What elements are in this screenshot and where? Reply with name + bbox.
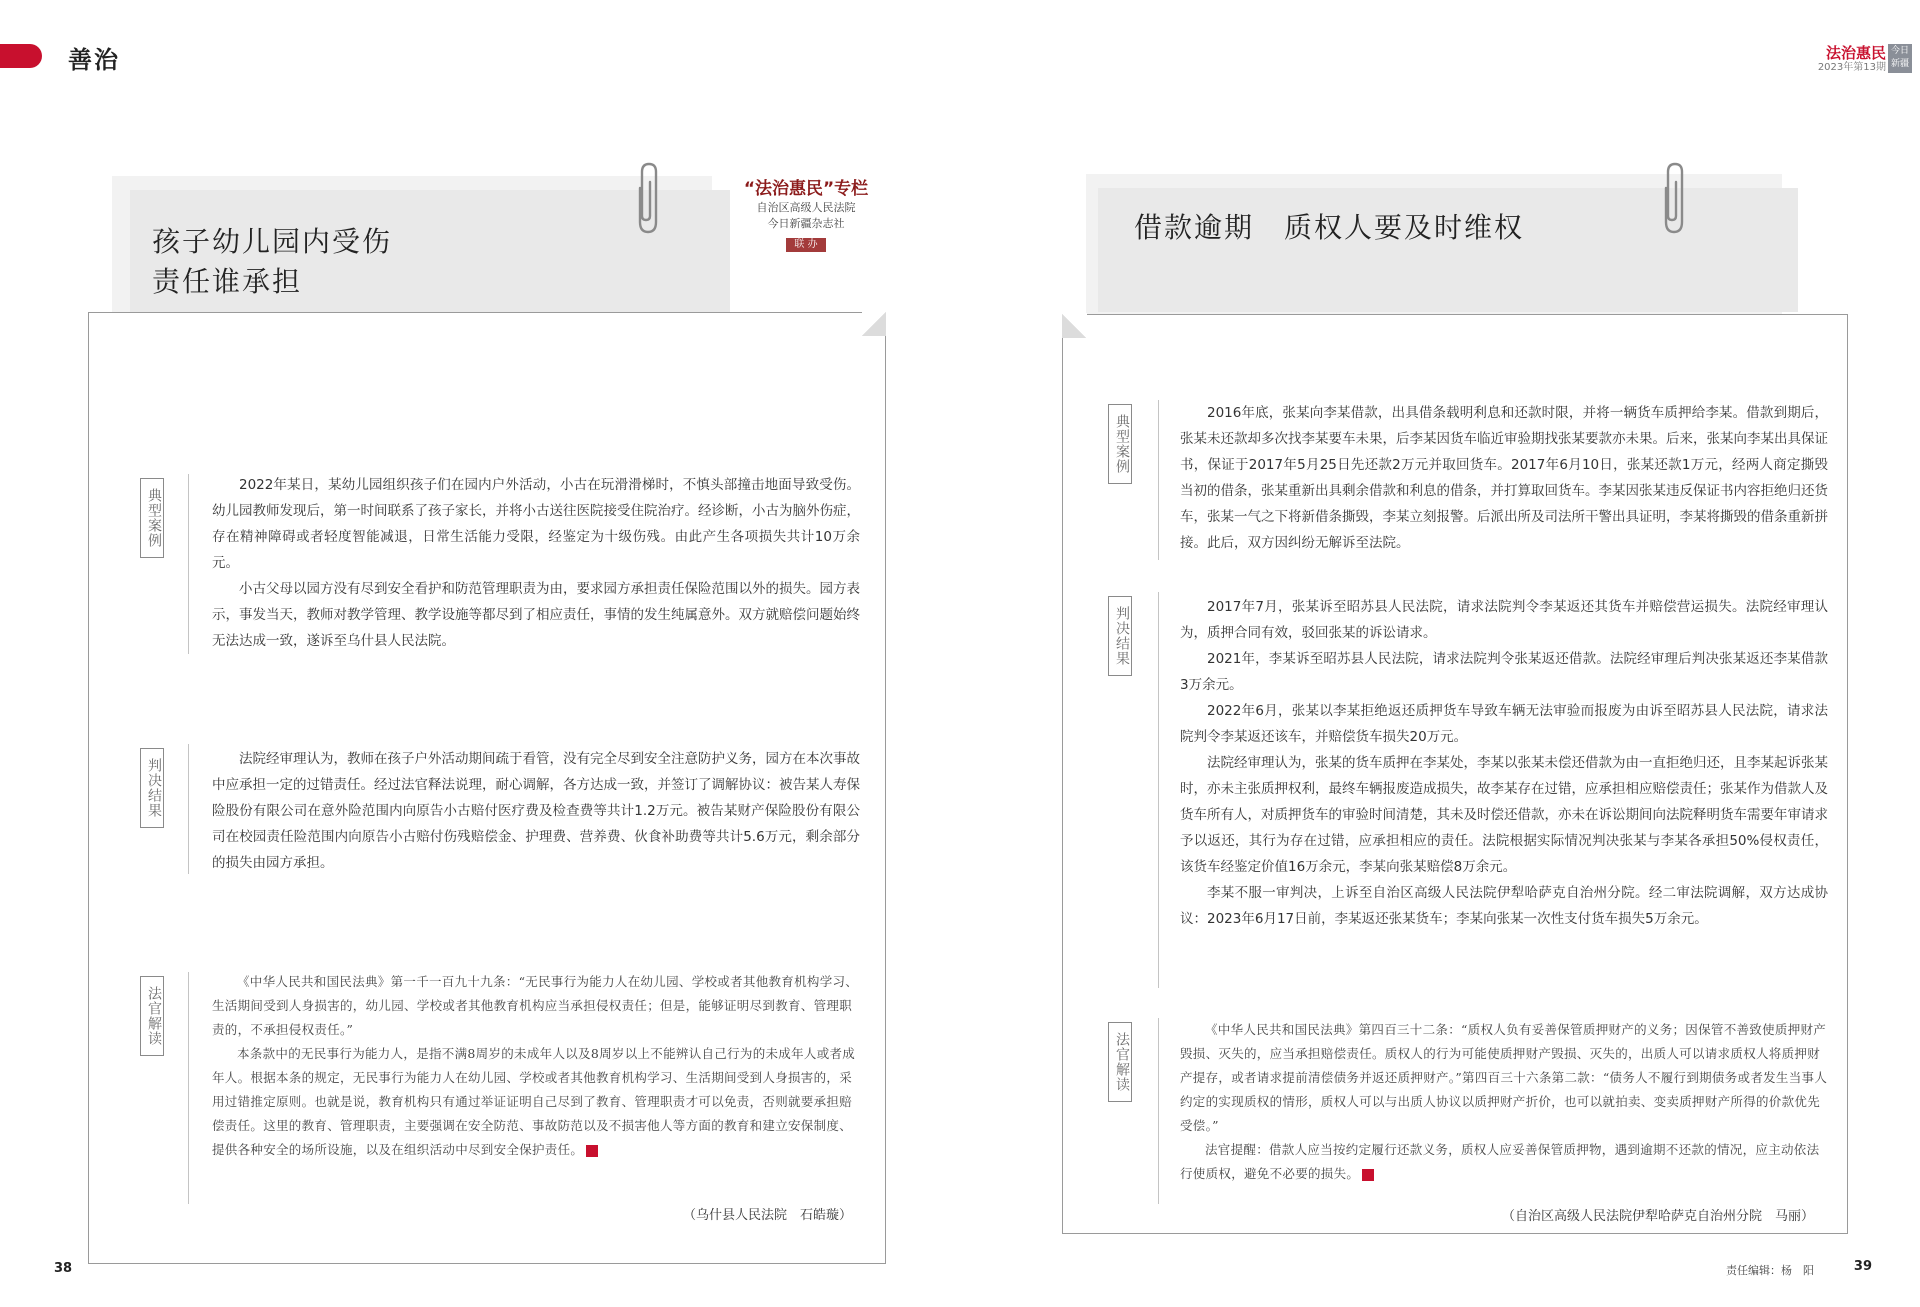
left-rule-judge [188, 972, 189, 1204]
right-case-text [1180, 400, 1828, 556]
left-title-line2: 责任谁承担 [152, 265, 303, 298]
left-verdict-paragraph: 法院经审理认为，教师在孩子户外活动期间疏于看管，没有完全尽到安全注意防护义务，园方在本次事故中应承担一定的过错责任。经过法官释法说理，耐心调解，各方达成一致，并签订了调解协议：被告某人寿保险股份有限公司在意外险范围内向原告小古赔付医疗费及检查费等共计1.2万元。被告某财产保险股份有限公司在校园责任险范围内向原告小古赔付伤残赔偿金、护理费、营养费、伙食补助费等共计5.6万元，剩余部分的损失由园方承担。 [212, 751, 860, 871]
left-rule-case [188, 474, 189, 654]
right-signature: （自治区高级人民法院伊犁哈萨克自治州分院 马丽） [1501, 1209, 1814, 1224]
column-label [736, 178, 876, 252]
left-page-number: 38 [54, 1261, 73, 1276]
right-judge-paragraph [1180, 1138, 1828, 1186]
left-judge-text [212, 970, 860, 1162]
left-tag-judge: 法官解读 [140, 976, 164, 1056]
right-tag-verdict: 判决结果 [1108, 596, 1132, 676]
left-judge-paragraph-text: 本条款中的无民事行为能力人，是指不满8周岁的未成年人以及8周岁以上不能辨认自己行为的未成年人或者成年人。根据本条的规定，无民事行为能力人在幼儿园、学校或者其他教育机构学习、生活期间受到人身损害的，采用过错推定原则。也就是说，教育机构只有通过举证证明自己尽到了教育、管理职责才可以免责，否则就要承担赔偿责任。这里的教育、管理职责，主要强调在安全防范、事故防范以及不损害他人等方面的教育和建立安保制度、提供各种安全的场所设施，以及在组织活动中尽到安全保护责任。 [212, 1046, 856, 1157]
left-rule-verdict [188, 744, 189, 874]
right-article-title: 借款逾期 质权人要及时维权 [1134, 211, 1525, 244]
right-rule-case [1158, 400, 1159, 560]
left-case-text [212, 472, 860, 654]
end-mark-icon [1362, 1169, 1374, 1181]
right-title-paper [1098, 188, 1798, 312]
right-verdict-paragraph: 法院经审理认为，张某的货车质押在李某处，李某以张某未偿还借款为由一直拒绝归还，且李某起诉张某时，亦未主张质押权利，最终车辆报废造成损失，故李某存在过错，应承担相应赔偿责任；张某作为借款人及货车所有人，对质押货车的审验时间清楚，其未及时偿还借款，亦未在诉讼期间向法院释明货车需要年审请求予以返还，其行为存在过错，应承担相应的责任。法院根据实际情况判决张某与李某各承担50%侵权责任，该货车经鉴定价值16万余元，李某向张某赔偿8万余元。 [1180, 755, 1828, 875]
column-badge: 联 办 [786, 238, 825, 252]
right-tag-judge: 法官解读 [1108, 1022, 1132, 1102]
responsible-editor: 责任编辑：杨 阳 [1726, 1264, 1814, 1277]
section-title: 善治 [68, 45, 120, 74]
left-judge-paragraph [212, 1042, 860, 1162]
right-card-dogear [1062, 314, 1086, 338]
right-rule-judge [1158, 1018, 1159, 1204]
magazine-name: 法治惠民 [1825, 44, 1886, 62]
left-case-paragraph: 2022年某日，某幼儿园组织孩子们在园内户外活动，小古在玩滑滑梯时，不慎头部撞击地面导致受伤。幼儿园教师发现后，第一时间联系了孩子家长，并将小古送往医院接受住院治疗。经诊断，小古为脑外伤症，存在精神障碍或者轻度智能减退，日常生活能力受限，经鉴定为十级伤残。由此产生各项损失共计10万余元。 [212, 477, 860, 571]
column-org1: 自治区高级人民法院 [756, 201, 856, 214]
left-verdict-text [212, 746, 860, 876]
section-marker [0, 44, 42, 68]
right-verdict-text [1180, 594, 1828, 932]
left-article-title [152, 222, 392, 302]
left-tag-verdict: 判决结果 [140, 748, 164, 828]
magazine-masthead [1818, 44, 1886, 74]
right-page-number: 39 [1853, 1259, 1872, 1274]
paperclip-icon [1656, 160, 1690, 236]
magazine-badge: 今日新疆 [1888, 44, 1912, 73]
right-rule-verdict [1158, 592, 1159, 988]
right-verdict-paragraph: 2021年，李某诉至昭苏县人民法院，请求法院判令张某返还借款。法院经审理后判决张某返还李某借款3万余元。 [1180, 651, 1828, 693]
left-signature: （乌什县人民法院 石皓璇） [682, 1208, 852, 1223]
right-verdict-paragraph: 李某不服一审判决，上诉至自治区高级人民法院伊犁哈萨克自治州分院。经二审法院调解，双方达成协议：2023年6月17日前，李某返还张某货车；李某向张某一次性支付货车损失5万余元。 [1180, 885, 1828, 927]
left-title-line1: 孩子幼儿园内受伤 [152, 225, 393, 258]
left-case-paragraph: 小古父母以园方没有尽到安全看护和防范管理职责为由，要求园方承担责任保险范围以外的损失。园方表示，事发当天，教师对教学管理、教学设施等都尽到了相应责任，事情的发生纯属意外。双方就赔偿问题始终无法达成一致，遂诉至乌什县人民法院。 [212, 581, 860, 649]
left-tag-case: 典型案例 [140, 478, 164, 558]
end-mark-icon [586, 1145, 598, 1157]
paperclip-icon [630, 160, 664, 236]
right-case-paragraph: 2016年底，张某向李某借款，出具借条载明利息和还款时限，并将一辆货车质押给李某。借款到期后，张某未还款却多次找李某要车未果，后李某因货车临近审验期找张某要款亦未果。后来，张某向李某出具保证书，保证于2017年5月25日先还款2万元并取回货车。2017年6月10日，张某还款1万元，经两人商定撕毁当初的借条，张某重新出具剩余借款和利息的借条，并打算取回货车。李某因张某违反保证书内容拒绝归还货车，张某一气之下将新借条撕毁，李某立刻报警。后派出所及司法所干警出具证明，李某将撕毁的借条重新拼接。此后，双方因纠纷无解诉至法院。 [1180, 405, 1828, 551]
magazine-issue: 2023年第13期 [1817, 62, 1886, 73]
column-org2: 今日新疆杂志社 [767, 217, 845, 230]
right-judge-paragraph: 《中华人民共和国民法典》第四百三十二条：“质权人负有妥善保管质押财产的义务；因保管不善致使质押财产毁损、灭失的，应当承担赔偿责任。质权人的行为可能使质押财产毁损、灭失的，出质人可以请求质权人将质押财产提存，或者请求提前清偿债务并返还质押财产。”第四百三十六条第二款：“债务人不履行到期债务或者发生当事人约定的实现质权的情形，质权人可以与出质人协议以质押财产折价，也可以就拍卖、变卖质押财产所得的价款优先受偿。” [1180, 1022, 1828, 1133]
right-verdict-paragraph: 2017年7月，张某诉至昭苏县人民法院，请求法院判令李某返还其货车并赔偿营运损失。法院经审理认为，质押合同有效，驳回张某的诉讼请求。 [1180, 599, 1828, 641]
right-tag-case: 典型案例 [1108, 404, 1132, 484]
left-judge-paragraph: 《中华人民共和国民法典》第一千一百九十九条：“无民事行为能力人在幼儿园、学校或者其他教育机构学习、生活期间受到人身损害的，幼儿园、学校或者其他教育机构应当承担侵权责任；但是，能够证明尽到教育、管理职责的，不承担侵权责任。” [212, 974, 859, 1037]
right-judge-paragraph-text: 法官提醒：借款人应当按约定履行还款义务，质权人应妥善保管质押物，遇到逾期不还款的情况，应主动依法行使质权，避免不必要的损失。 [1180, 1142, 1820, 1181]
column-title: “法治惠民”专栏 [743, 179, 869, 199]
right-verdict-paragraph: 2022年6月，张某以李某拒绝返还质押货车导致车辆无法审验而报废为由诉至昭苏县人民法院，请求法院判令李某返还该车，并赔偿货车损失20万元。 [1180, 703, 1828, 745]
left-card-dogear [862, 312, 886, 336]
right-judge-text [1180, 1018, 1828, 1186]
